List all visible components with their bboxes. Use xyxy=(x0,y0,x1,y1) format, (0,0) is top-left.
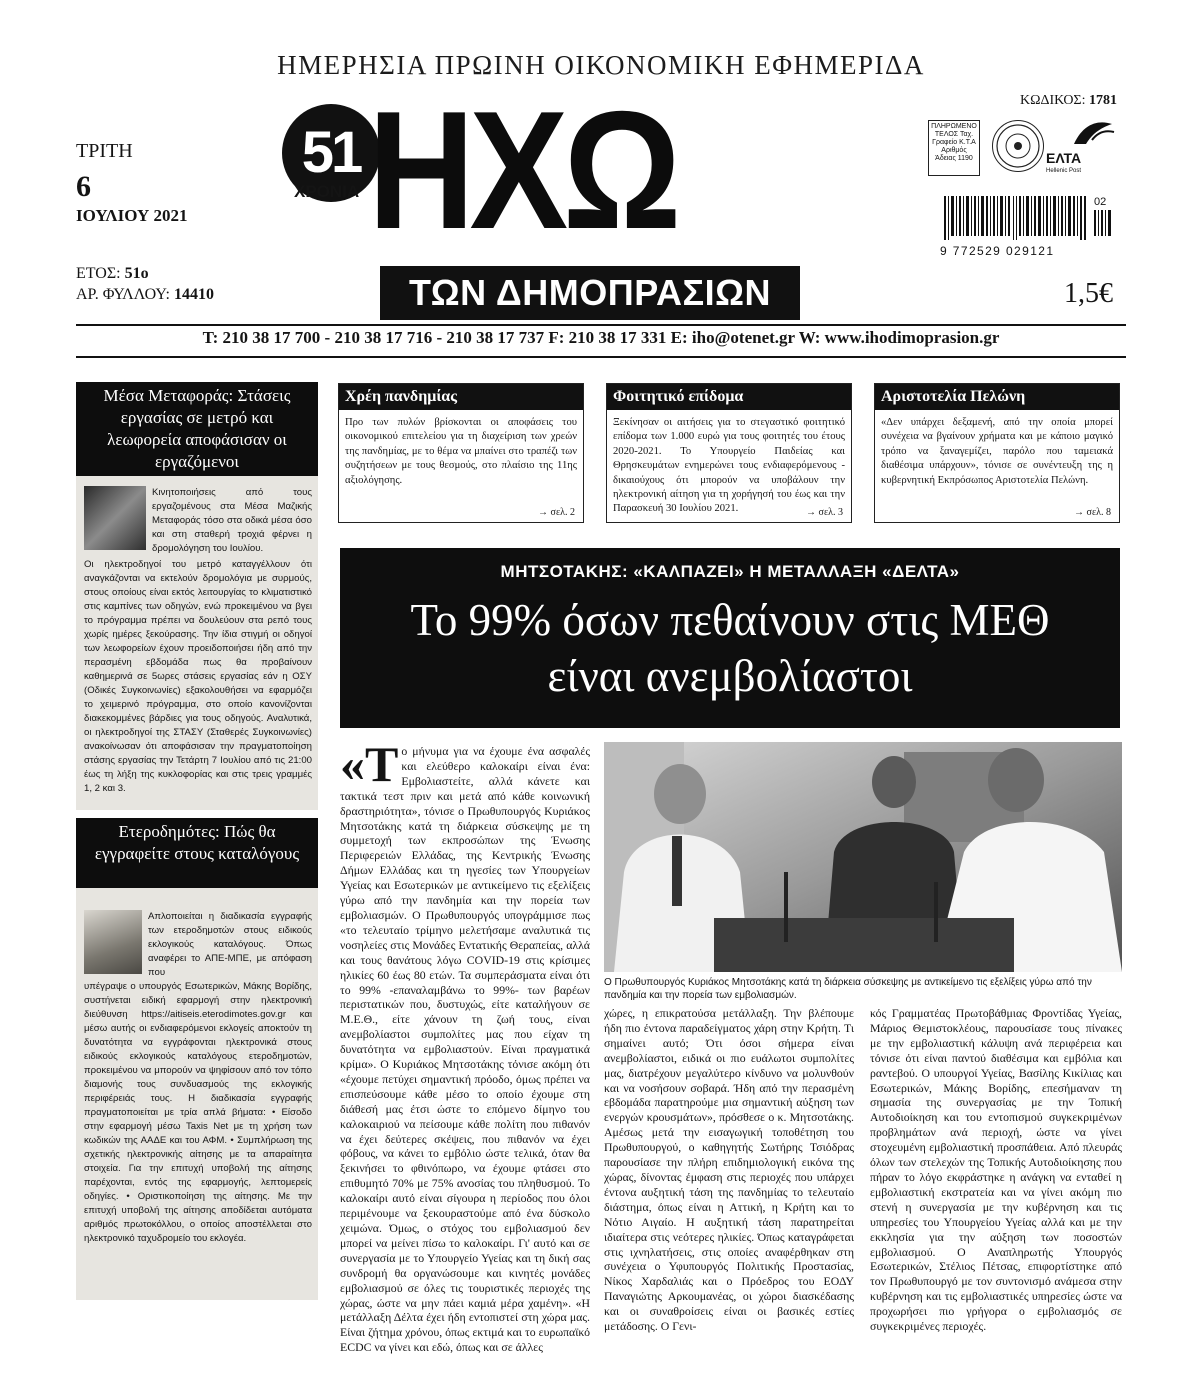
newspaper-code xyxy=(1020,93,1117,109)
issue-info xyxy=(76,286,214,304)
info-box-debts-ref: → σελ. 2 xyxy=(538,507,575,518)
year-value: 51ο xyxy=(124,265,149,282)
left-story-metro-lead: Κινητοποιήσεις από τους εργαζομένους στα Μέσα Μαζικής Μεταφοράς τόσο στα οδικά μέσα όσο και στη σταθερή τροχιά φέρνει η δρομολόγηση του Ιουλίου. xyxy=(152,487,312,554)
lead-story-column-1 xyxy=(340,736,590,1355)
info-box-debts-text: Προ των πυλών βρίσκονται οι αποφάσεις του οικονομικού επιτελείου για τη διαχείριση των χρεών της πανδημίας, με το θέμα να μπαίνει στο τραπέζι των συζητήσεων με τους θεσμούς, στο πλαίσιο της 11ης αξιολόγησης. xyxy=(345,417,577,486)
year-label: ΕΤΟΣ: xyxy=(76,265,121,282)
contact-line: Τ: 210 38 17 700 - 210 38 17 716 - 210 38 17 737 F: 210 38 17 331 E: iho@otenet.gr W: www.ihodimoprasion.gr xyxy=(202,328,1000,347)
info-box-student-ref: → σελ. 3 xyxy=(806,507,843,518)
day-number: 6 xyxy=(76,170,91,203)
info-box-student-title: Φοιτητικό επίδομα xyxy=(607,384,851,410)
left-story-voters-title: Ετεροδημότες: Πώς θα εγγραφείτε στους καταλόγους xyxy=(76,818,318,888)
anniversary-badge: 51 xyxy=(282,104,380,202)
masthead-rule-bottom xyxy=(76,356,1126,358)
lead-story-photo xyxy=(604,742,1122,972)
lead-story-kicker: ΜΗΤΣΟΤΑΚΗΣ: «ΚΑΛΠΑΖΕΙ» Η ΜΕΤΑΛΛΑΞΗ «ΔΕΛΤΑ» xyxy=(500,562,960,581)
year-info xyxy=(76,265,149,283)
elta-sub: Hellenic Post xyxy=(1046,168,1082,174)
info-box-student-allowance xyxy=(606,383,852,523)
left-story-voters-lead: Απλοποιείται η διαδικασία εγγραφής των ετεροδημοτών στους ειδικούς εκλογικούς καταλόγους. Όπως αναφέρει το ΑΠΕ-ΜΠΕ, με απόφαση που xyxy=(148,911,312,978)
lead-story-headline xyxy=(340,592,1120,704)
info-box-peloni-ref: → σελ. 8 xyxy=(1074,507,1111,518)
info-box-peloni-text: «Δεν υπάρχει δεξαμενή, από την οποία μπορεί συνέχεια να βγαίνουν χρήματα και με κάποιο μαγικό τρόπο να ξαναγεμίζει, παρόλο που ταμειακά διαθέσιμα υπάρχουν», τόνισε σε συνέντευξη της η κυβερνητική Εκπρόσωπος Αριστοτελία Πελώνη. xyxy=(881,417,1113,486)
left-story-metro-body: Οι ηλεκτροδηγοί του μετρό καταγγέλλουν ότι αναγκάζονται να εκτελούν δρομολόγια με συρμούς, στους οποίους είναι εκτός λειτουργίας το κλιματιστικό στις καμπίνες των οδηγών, ενώ προκειμένου να βγει το πρόγραμμα πρέπει να δουλεύουν στα ρεπό τους χωρίς ημέρες ξεκούρασης. Την ίδια στιγμή οι οδηγοί των λεωφορείων έχουν προειδοποιήσει ήδη από την περασμένη εβδομάδα πως θα προβαίνουν καθημερινά σε 5ωρες στάσεις εργασίας εάν η ΟΣΥ (Οδικές Συγκοινωνίες) εξακολουθήσει να εφαρμόζει το χειμερινό πρόγραμμα, στο οποίο κανονίζονται διακεκομμένες βάρδιες για τους οδηγούς. Αναλυτικά, οι ηλεκτροδηγοί της ΣΤΑΣΥ (Σταθερές Συγκοινωνίες) ανακοίνωσαν ότι αποφάσισαν την πραγματοποίηση στάσης εργασίας την Τετάρτη 7 Ιουλίου από τις 21:00 έως τη λήξη της κυκλοφορίας και στις τρεις γραμμές 1, 2 και 3. xyxy=(84,559,312,794)
masthead-rule-top xyxy=(76,324,1126,326)
left-story-voters-body: υπέγραψε ο υπουργός Εσωτερικών, Μάκης Βορίδης, συστήνεται ειδική εφαρμογή στην ηλεκτρονική διεύθυνση https://aitiseis.eterodimotes.gov.gr και μέσω αυτής οι ενδιαφερόμενοι εκλογείς αποκτούν τη δυνατότητα να εγγράφονται ηλεκτρονικά στους ειδικούς εκλογικούς καταλόγους ετεροδημοτών, προκειμένου να μπορούν να ψηφίσουν από τον τόπο διαμονής τους συνδυασμούς της εκλογικής περιφέρειάς τους. Η διαδικασία εγγραφής πραγματοποιείται με τρία απλά βήματα: • Είσοδο στην εφαρμογή μέσω Taxis Net με τη χρήση των κωδικών της ΑΑΔΕ και του ΑΦΜ. • Συμπλήρωση της σχετικής ηλεκτρονικής αίτησης με τα απαραίτητα στοιχεία. Για την επιτυχή υποβολή της αίτησης παρέχονται, εντός της εφαρμογής, λεπτομερείς οδηγίες. • Οριστικοποίηση της αίτησης. Με την επιτυχή υποβολή της αίτησης αποδίδεται αυτόματα αριθμός πρωτοκόλλου, ο οποίος αποστέλλεται στο ηλεκτρονικό ταχυδρομείο του εκλογέα. xyxy=(84,981,312,1244)
barcode-suffix: 02 xyxy=(1094,196,1107,208)
lead-story-dropcap: «Τ xyxy=(340,736,399,792)
left-story-metro xyxy=(76,382,318,810)
elta-logo-icon xyxy=(1070,118,1116,148)
left-story-metro-title: Μέσα Μεταφοράς: Στάσεις εργασίας σε μετρό και λεωφορεία αποφάσισαν οι εργαζόμενοι xyxy=(76,382,318,476)
masthead-subtitle: ΤΩΝ ΔΗΜΟΠΡΑΣΙΩΝ xyxy=(380,266,800,320)
lead-story-banner xyxy=(340,548,1120,728)
barcode-addon-icon xyxy=(1094,210,1114,236)
headline-line-2: είναι ανεμβολίαστοι xyxy=(547,651,913,701)
code-value: 1781 xyxy=(1088,93,1117,108)
elta-name: ΕΛΤΑ xyxy=(1046,150,1082,166)
left-story-voters xyxy=(76,818,318,1300)
issue-value: 14410 xyxy=(173,286,214,303)
seal-icon xyxy=(992,120,1044,172)
left-story-voters-photo xyxy=(84,910,142,974)
info-box-peloni-title: Αριστοτελία Πελώνη xyxy=(875,384,1119,410)
masthead-title: ΗΧΩ xyxy=(368,76,677,264)
barcode-digits: 9 772529 029121 xyxy=(940,244,1055,258)
info-box-debts-title: Χρέη πανδημίας xyxy=(339,384,583,410)
info-box-peloni xyxy=(874,383,1120,523)
day-name: ΤΡΙΤΗ xyxy=(76,140,133,162)
info-box-student-text: Ξεκίνησαν οι αιτήσεις για το στεγαστικό φοιτητικό επίδομα των 1.000 ευρώ για τους φοιτητές του έτους 2020-2021. Το Υπουργείο Παιδείας και Θρησκευμάτων ενημερώνει τους ενδιαφερόμενους - δικαιούχους ότι μπορούν να υποβάλουν την ηλεκτρονική αίτηση για τη χορήγησή του έως και την Παρασκευή 30 Ιουλίου 2021. xyxy=(613,417,845,515)
left-story-metro-photo xyxy=(84,486,146,550)
anniversary-label: ΧΡΟΝΙΑ xyxy=(294,182,360,201)
lead-story-column-2: χώρες, η επικρατούσα μετάλλαξη. Την βλέπουμε ήδη πιο έντονα παραδείγματος χάρη στην Κρήτη. Τι σημαίνει αυτό; Ότι όσοι σήμερα είναι ανεμβολίαστοι, ειδικά οι πιο ευάλωτοι συμπολίτες μας, διατρέχουν μεγαλύτερο κίνδυνο να μολυνθούν και να νοσήσουν σοβαρά. Ήδη από την περασμένη εβδομάδα παρατηρούμε μια σημαντική αύξηση των ενεργών κρουσμάτων», πρόσθεσε ο κ. Μητσοτάκης. Αμέσως μετά την εισαγωγική τοποθέτηση του Πρωθυπουργού, ο καθηγητής Σωτήρης Τσιόδρας παρουσίασε την πλήρη επιδημιολογική εικόνα της χώρας, δίνοντας έμφαση στις περιοχές που υπάρχει έντονα αυξητική τάση της πανδημίας το τελευταίο διάστημα, όπως είναι η Αττική, η Κρήτη και το Νότιο Αιγαίο. Η αυξητική τάση παρατηρείται ιδιαίτερα στις νεότερες ηλικίες. Όπως καταγράφεται στις ιχνηλατήσεις, στις οποίες αναφέρθηκαν στη συνέχεια ο Υφυπουργός Πολιτικής Προστασίας, Νίκος Χαρδαλιάς και ο Πρόεδρος του ΕΟΔΥ Παναγιώτης Αρκουμανέας, οι χώροι διασκέδασης και οι συναθροίσεις είναι οι βασικές εστίες μετάδοσης. Ο Γενι- xyxy=(604,1006,854,1334)
code-label: ΚΩΔΙΚΟΣ: xyxy=(1020,93,1086,108)
lead-story-photo-caption: Ο Πρωθυπουργός Κυριάκος Μητσοτάκης κατά τη διάρκεια σύσκεψης με αντικείμενο τις εξελίξεις γύρω από την πανδημία και την πορεία των εμβολιασμών. xyxy=(604,977,1092,1001)
price: 1,5€ xyxy=(1064,278,1113,309)
info-box-debts xyxy=(338,383,584,523)
tagline: ΗΜΕΡΗΣΙΑ ΠΡΩΙΝΗ ΟΙΚΟΝΟΜΙΚΗ ΕΦΗΜΕΡΙΔΑ xyxy=(277,50,925,80)
postage-paid-stamp: ΠΛΗΡΩΜΕΝΟ ΤΕΛΟΣ Ταχ. Γραφείο Κ.Τ.Α Αριθμός Άδειας 1190 xyxy=(928,120,980,176)
month-year: ΙΟΥΛΙΟΥ 2021 xyxy=(76,206,188,225)
headline-line-1: Το 99% όσων πεθαίνουν στις ΜΕΘ xyxy=(410,595,1050,645)
issue-label: ΑΡ. ΦΥΛΛΟΥ: xyxy=(76,286,170,303)
lead-story-column-1-text: ο μήνυμα για να έχουμε ένα ασφαλές και ελεύθερο καλοκαίρι είναι ένα: Εμβολιαστείτε, αλλά κάνετε και τακτικά τεστ πριν και μετά από κάθε κοινωνική δραστηριότητα», τόνισε ο Πρωθυπουργός Κυριάκος Μητσοτάκης κατά τη διάρκεια σύσκεψης με τη συμμετοχή των εκπροσώπων της Ένωσης Περιφερειών Ελλάδας, της Κεντρικής Ένωσης Δήμων Ελλάδας και τη ηγεσίες των Υπουργείων Υγείας και Εσωτερικών με αντικείμενο τις εξελίξεις γύρω από την πανδημία και την πορεία των εμβολιασμών. Ο Πρωθυπουργός υπογράμμισε πως «το τελευταίο τρίμηνο μελετήσαμε αναλυτικά τις νοσηλείες στις Μονάδες Εντατικής Θεραπείας, αλλά και τους θανάτους λόγω COVID-19 στις κρίσιμες ηλικίες 60 έως 80 ετών. Τα συμπεράσματα είναι ότι το 99% -επαναλαμβάνω το 99%- των βαρέων περιστατικών που, δυστυχώς, είτε καταλήγουν σε Μ.Ε.Θ., είτε χάνουν τη ζωή τους, είναι ανεμβολίαστοι συμπολίτες μας που είχαν τη δυνατότητα να εμβολιαστούν. Είναι πραγματικά κρίμα». Ο Κυριάκος Μητσοτάκης τόνισε ακόμη ότι «έχουμε πετύχει σημαντική πρόοδο, όμως πρέπει να επισπεύσουμε κάθε μέσο το οποίο έχουμε στη διάθεσή μας έτσι ώστε το επόμενο δίμηνο του καλοκαιριού να πείσουμε κάθε πολίτη που πιθανόν να έχει δεύτερες σκέψεις, που πιθανόν να έχει φόβους, να κάνει το εμβόλιο ώστε τελικά, όταν θα ξεκινήσει το φθινόπωρο, να έχουμε φτάσει στο επιθυμητό 70% με 75% ανοσίας του πληθυσμού. Το καλοκαίρι αυτό είναι σίγουρα η περίοδος που όλοι περιμένουμε να ξεκουραστούμε από ένα δύσκολο χειμώνα. Όμως, ο στόχος του εμβολιασμού δεν μπορεί να μείνει πίσω το καλοκαίρι. Γι' αυτό και σε συνεργασία με το Υπουργείο Υγείας και τη δική σας συνδρομή θα οργανώσουμε και κινητές μονάδες εμβολιασμού σε όλες τις τουριστικές περιοχές της χώρας, ώστε να μην πάει καμιά μέρα χαμένη». «Η μετάλλαξη Δέλτα έχει ήδη εντοπιστεί στη χώρα μας. Είναι ζήτημα χρόνου, όπως εκτιμά και το ευρωπαϊκό ECDC να γίνει και εδώ, όπως και σε άλλες xyxy=(340,744,590,1355)
barcode-icon xyxy=(944,196,1088,240)
lead-story-column-3: κός Γραμματέας Πρωτοβάθμιας Φροντίδας Υγείας, Μάριος Θεμιστοκλέους, παρουσίασε τους πίνακες με την εμβολιαστική κάλυψη ανά περιφέρεια και τόνισε ότι είναι παντού διαθέσιμα και εμβόλια και ραντεβού. Ο υπουργοί Υγείας, Βασίλης Κικίλιας και Εσωτερικών, Μάκης Βορίδης, επεσήμαναν τη σημασία της συνεργασίας με την Τοπική Αυτοδιοίκηση και του εντοπισμού συγκεκριμένων προβλημάτων ανά περιοχή, ώστε να γίνει στοχευμένη εμβολιαστική προσπάθεια. Από πλευράς όλων των στελεχών της Τοπικής Αυτοδιοίκησης που πήραν το λόγο εκφράστηκε η ανάγκη να ενταθεί η εμβολιαστική εκστρατεία και να γίνει ακόμη πιο στενή η συνεργασία με την κυβέρνηση και τις υπηρεσίες του Υπουργείου Υγείας αλλά και με την εκκλησία για την αύξηση των ποσοστών εμβολιασμού. Ο Αναπληρωτής Υπουργός Εσωτερικών, Στέλιος Πέτσας, επιφορτίστηκε από τον Πρωθυπουργό με τον συντονισμό ανάμεσα στην κυβέρνηση και τις εμβολιαστικές υπηρεσίες ώστε να προχωρήσει πιο γρήγορα ο εμβολιασμός σε συγκεκριμένες περιοχές. xyxy=(870,1006,1122,1334)
